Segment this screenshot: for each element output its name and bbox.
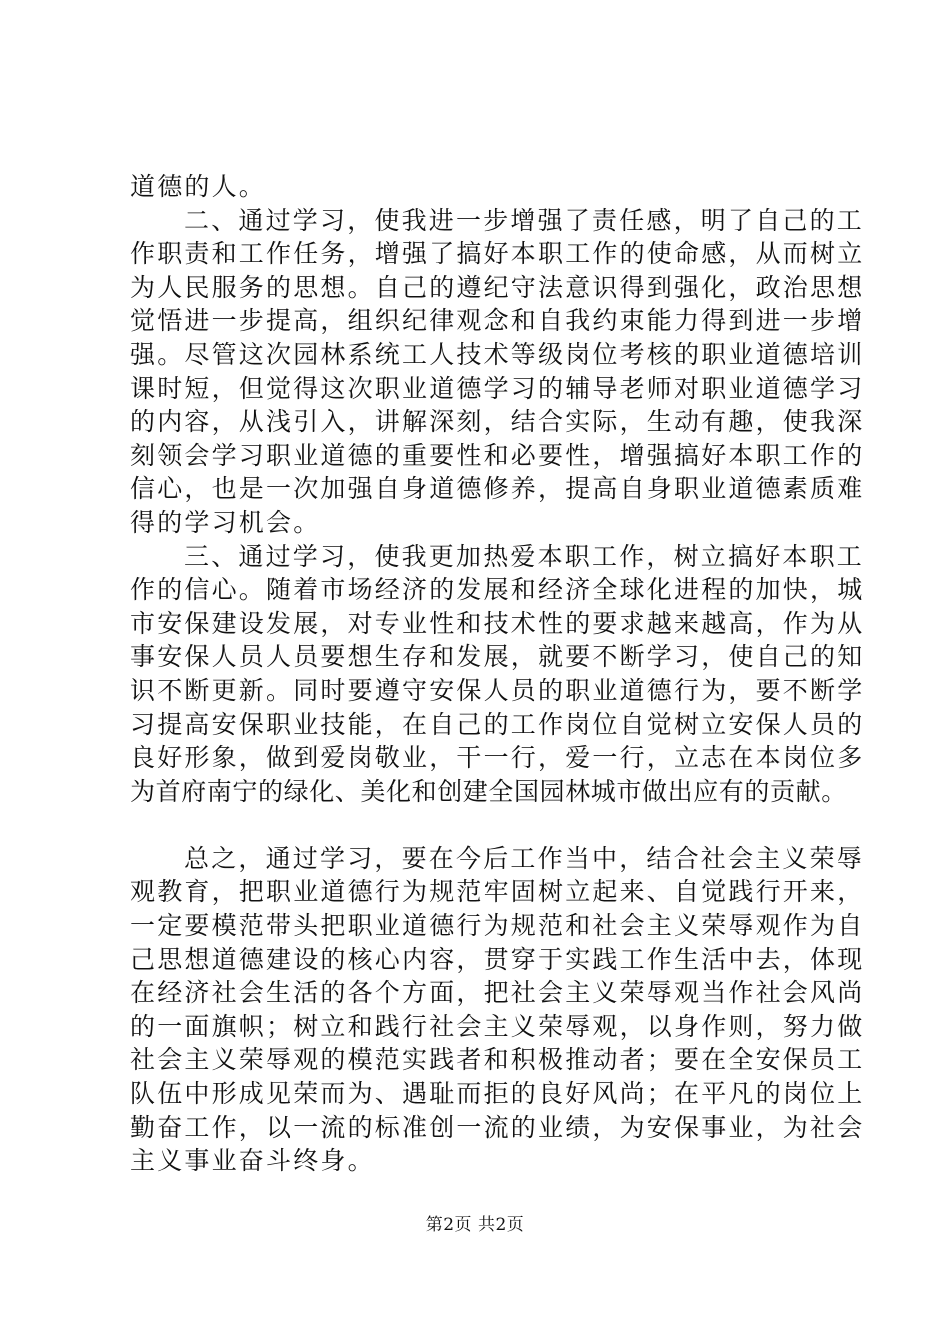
text-line: 识不断更新。同时要遵守安保人员的职业道德行为，要不断学 <box>130 675 865 705</box>
text-line: 事安保人员人员要想生存和发展，就要不断学习，使自己的知 <box>130 642 865 672</box>
text-line: 己思想道德建设的核心内容，贯穿于实践工作生活中去，体现 <box>130 944 865 974</box>
text-line: 刻领会学习职业道德的重要性和必要性，增强搞好本职工作的 <box>130 440 865 470</box>
text-line: 习提高安保职业技能，在自己的工作岗位自觉树立安保人员的 <box>130 709 865 739</box>
document-body <box>130 170 865 1178</box>
text-line: 勤奋工作，以一流的标准创一流的业绩，为安保事业，为社会 <box>130 1112 865 1142</box>
text-line: 强。尽管这次园林系统工人技术等级岗位考核的职业道德培训 <box>130 339 865 369</box>
text-line: 得的学习机会。 <box>130 507 321 537</box>
page-number-footer: 第2页 共2页 <box>425 1215 525 1235</box>
text-line: 觉悟进一步提高，组织纪律观念和自我约束能力得到进一步增 <box>130 306 865 336</box>
text-line: 课时短，但觉得这次职业道德学习的辅导老师对职业道德学习 <box>130 373 865 403</box>
text-line: 为首府南宁的绿化、美化和创建全国园林城市做出应有的贡献。 <box>130 776 847 806</box>
paragraph-three-start: 三、通过学习，使我更加热爱本职工作，树立搞好本职工 <box>184 541 865 571</box>
text-line: 在经济社会生活的各个方面，把社会主义荣辱观当作社会风尚 <box>130 978 865 1008</box>
text-line: 的内容，从浅引入，讲解深刻，结合实际，生动有趣，使我深 <box>130 407 865 437</box>
paragraph-two-start: 二、通过学习，使我进一步增强了责任感，明了自己的工 <box>184 205 865 235</box>
conclusion-start: 总之，通过学习，要在今后工作当中，结合社会主义荣辱 <box>184 843 865 873</box>
text-line: 社会主义荣辱观的模范实践者和积极推动者；要在全安保员工 <box>130 1045 865 1075</box>
text-line: 作的信心。随着市场经济的发展和经济全球化进程的加快，城 <box>130 575 865 605</box>
text-line: 的一面旗帜；树立和践行社会主义荣辱观，以身作则，努力做 <box>130 1011 865 1041</box>
text-line: 道德的人。 <box>130 172 267 201</box>
text-line: 一定要模范带头把职业道德行为规范和社会主义荣辱观作为自 <box>130 911 865 941</box>
text-line: 队伍中形成见荣而为、遇耻而拒的良好风尚；在平凡的岗位上 <box>130 1079 865 1109</box>
text-line: 信心，也是一次加强自身道德修养，提高自身职业道德素质难 <box>130 474 865 504</box>
text-line: 为人民服务的思想。自己的遵纪守法意识得到强化，政治思想 <box>130 272 865 302</box>
paragraph-gap <box>130 808 830 842</box>
text-line: 观教育，把职业道德行为规范牢固树立起来、自觉践行开来， <box>130 877 865 907</box>
text-line: 良好形象，做到爱岗敬业，干一行，爱一行，立志在本岗位多 <box>130 743 865 773</box>
text-line: 主义事业奋斗终身。 <box>130 1146 375 1176</box>
text-line: 市安保建设发展，对专业性和技术性的要求越来越高，作为从 <box>130 608 865 638</box>
text-line: 作职责和工作任务，增强了搞好本职工作的使命感，从而树立 <box>130 239 865 269</box>
